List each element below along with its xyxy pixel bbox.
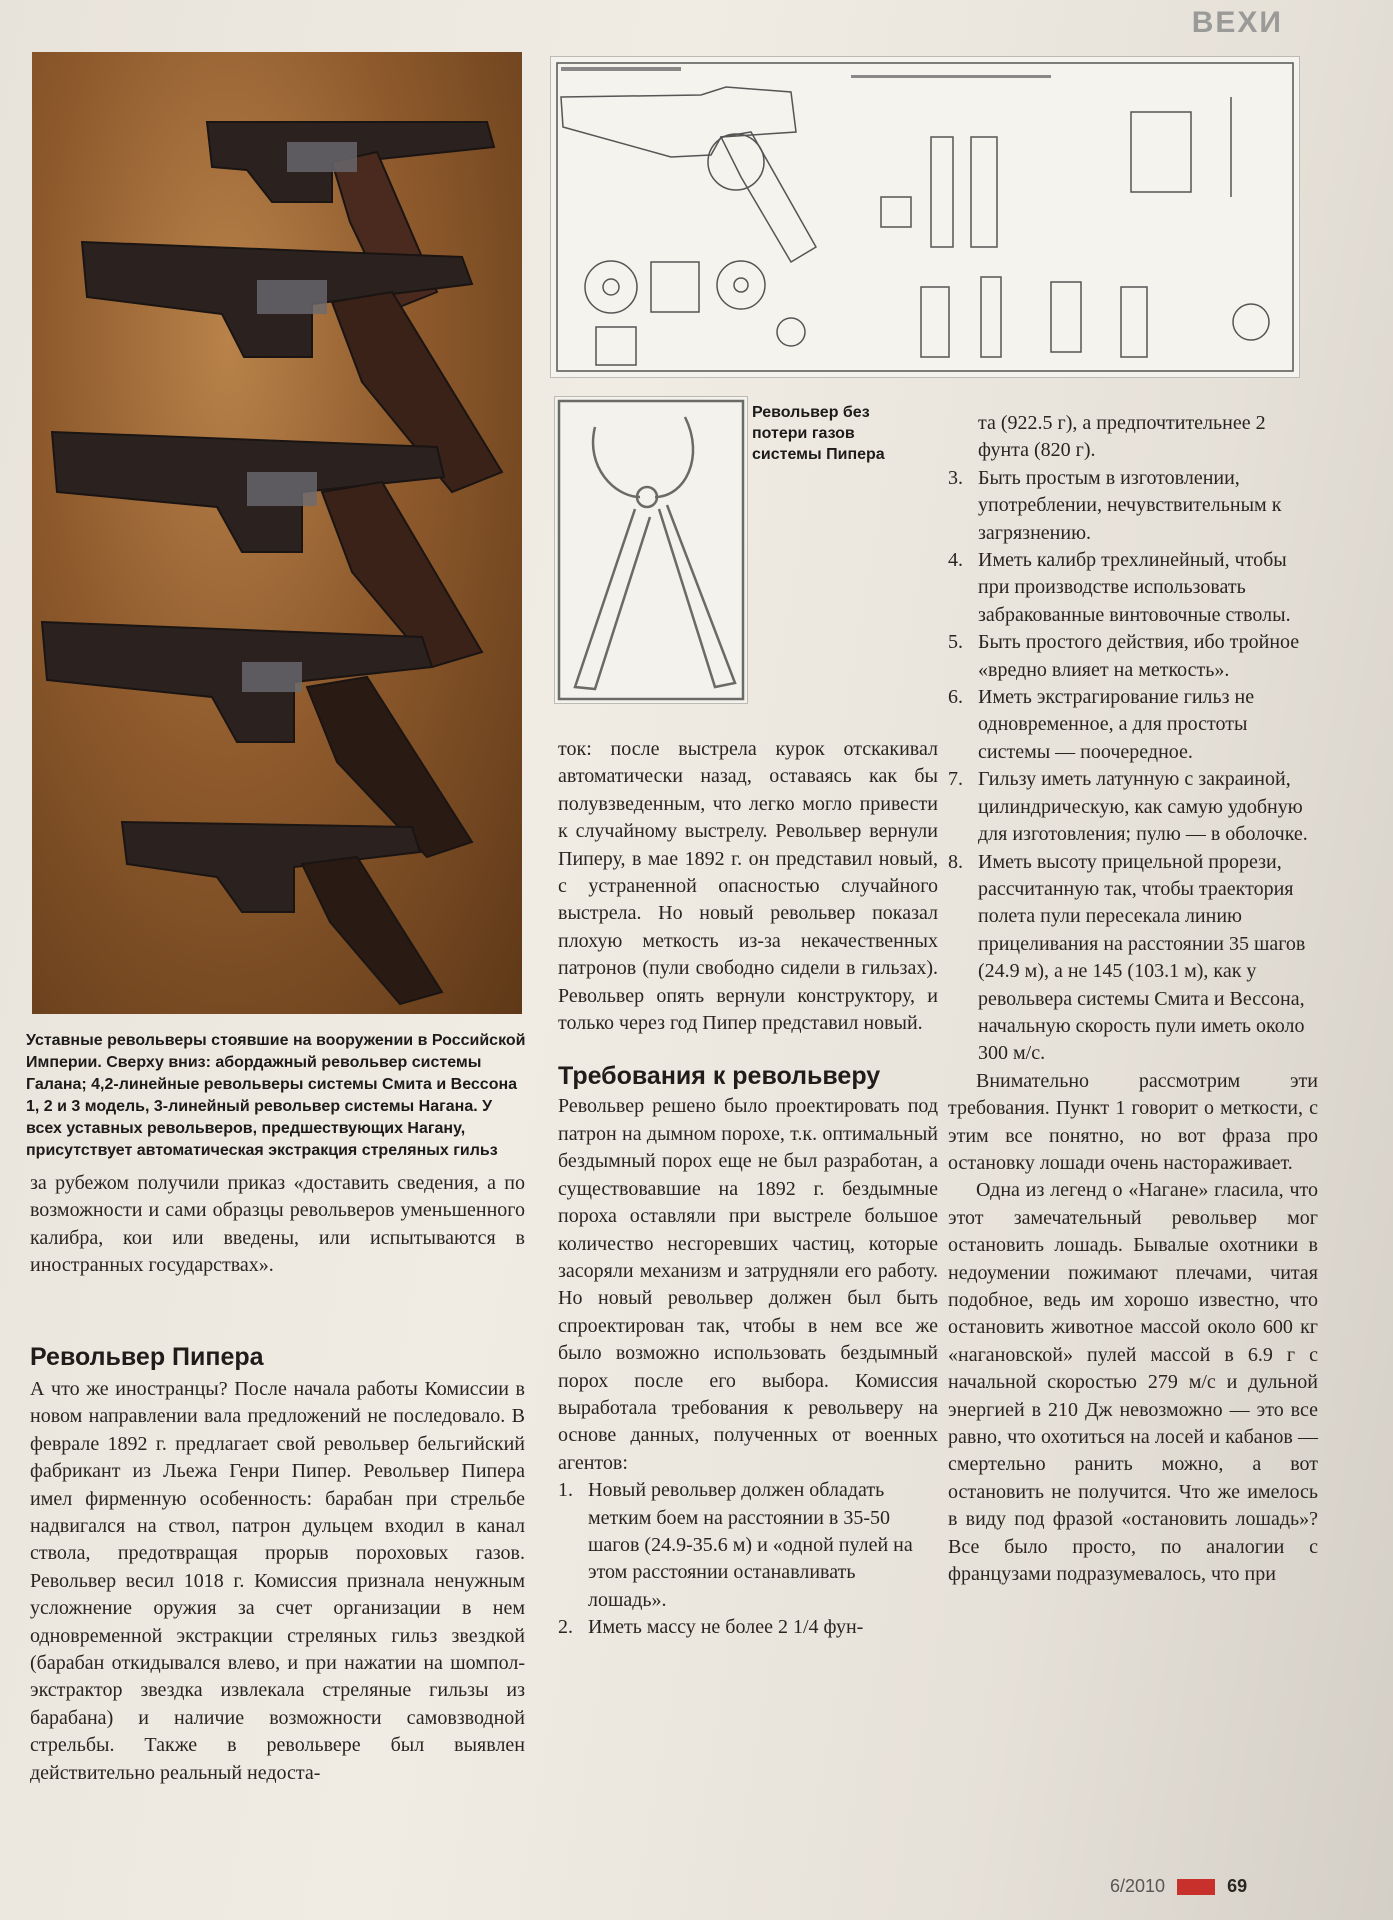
list-item-text: Иметь массу не более 2 1/4 фун- [588, 1616, 864, 1639]
section-header: ВЕХИ [1191, 6, 1283, 39]
col2-continuation: ток: после выстрела курок отскакивал автоматически назад, оставаясь как бы полувзведенным, что легко могло привести к случайному выстрелу. Револьвер вернули Пиперу, в мае 1892 г. он представил новый, с устраненной опасностью случайного выстрела. Но новый револьвер показал плохую меткость из-за некачественных патронов (пули свободно сидели в гильзах). Револьвер опять вернули конструктору, и только через год Пипер представил новый. [558, 738, 938, 1035]
revolvers-photo [32, 52, 522, 1014]
technical-drawing [550, 56, 1300, 378]
list-item-number: 4. [948, 549, 963, 572]
issue-number: 6/2010 [1110, 1876, 1166, 1896]
list-item [558, 1477, 938, 1614]
list-item-number: 1. [558, 1479, 573, 1502]
requirements-list-start [558, 1477, 938, 1641]
list-item-number: 6. [948, 686, 963, 709]
list-item-number: 3. [948, 466, 963, 489]
list-item [558, 1614, 938, 1641]
revolver-blueprint [551, 57, 1299, 377]
col2-body: Револьвер решено было проектировать под патрон на дымном порохе, т.к. оптимальный бездымный порох еще не был разработан, а существовавшие на 1892 г. бездымные пороха оставляли при выстреле большое количество несгоревших частиц, которые засоряли механизм и затрудняли его работу. Но новый револьвер должен был быть спроектирован так, чтобы в нем все же было возможно использовать бездымный порох после его выбора. Комиссия выработала требования к револьверу на основе данных, полученных от военных агентов: [558, 1095, 938, 1474]
col3-continuation: та (922.5 г), а предпочтительнее 2 фунта (820 г). [978, 412, 1266, 462]
text-column-3 [948, 410, 1318, 1588]
col3-paragraph-1: Внимательно рассмотрим эти требования. Пункт 1 говорит о меткости, с этим все понятно, но вот фраза про остановку лошади очень настораживает. [948, 1069, 1318, 1174]
list-item-text: Новый револьвер должен обладать метким боем на расстоянии в 35-50 шагов (24.9-35.6 м) и «одной пулей на этом расстоянии останавливать лошадь». [588, 1479, 913, 1611]
list-item-number: 7. [948, 768, 963, 791]
list-item-number: 2. [558, 1616, 573, 1639]
list-item [948, 684, 1318, 766]
list-item-number: 8. [948, 850, 963, 873]
heading-revolver-requirements: Требования к револьверу [558, 1062, 881, 1091]
list-item-text: Быть простым в изготовлении, употреблении, нечувствительным к загрязнению. [978, 466, 1282, 544]
revolvers-illustration [32, 52, 522, 1014]
list-item [948, 766, 1318, 848]
magazine-logo [1177, 1879, 1215, 1895]
list-item-text: Быть простого действия, ибо тройное «вредно влияет на меткость». [978, 631, 1300, 681]
text-column-2 [558, 736, 938, 1642]
heading-piper-revolver: Револьвер Пипера [30, 1343, 264, 1371]
col1-intro: за рубежом получили приказ «доставить сведения, а по возможности и сами образцы револьверов уменьшенного калибра, кои или введены, или испытываются в иностранных государствах». [30, 1172, 525, 1277]
list-item [948, 465, 1318, 547]
list-item-number: 5. [948, 631, 963, 654]
photo-caption: Уставные револьверы стоявшие на вооружении в Российской Империи. Сверху вниз: абордажный револьвер системы Галана; 4,2-линейные револьверы системы Смита и Вессона 1, 2 и 3 модель, 3-линейный револьвер системы Нагана. У всех уставных револьверов, предшествующих Нагану, присутствует автоматическая экстракция стреляных гильз [26, 1032, 526, 1159]
col1-body: А что же иностранцы? После начала работы Комиссии в новом направлении вала предложений не последовало. В феврале 1892 г. предлагает свой револьвер бельгийский фабрикант из Льежа Генри Пипер. Револьвер Пипера имел фирменную особенность: барабан при стрельбе надвигался на ствол, патрон дульцем входил в канал ствола, предотвращая прорыв пороховых газов. Револьвер весил 1018 г. Комиссия признала ненужным усложнение оружия за счет организации в нем одновременной экстракции стреляных гильз звездкой (барабан откидывался влево, и при нажатии на шомпол-экстрактор звездка извлекала стреляные гильзы из барабана) и наличие возможности самовзводной стрельбы. Также в револьвере был выявлен действительно реальный недоста- [30, 1378, 525, 1784]
drawing-caption: Револьвер без потери газов системы Пипера [752, 404, 885, 463]
requirements-list-continued [948, 465, 1318, 1068]
list-item [948, 849, 1318, 1068]
list-item [948, 547, 1318, 629]
list-item-text: Гильзу иметь латунную с закраиной, цилиндрическую, как самую удобную для изготовления; пулю — в оболочке. [978, 768, 1308, 846]
page-number: 69 [1227, 1876, 1248, 1896]
list-item-text: Иметь высоту прицельной прорези, рассчитанную так, чтобы траектория полета пули пересекала линию прицеливания на расстоянии 35 шагов (24.9 м), а не 145 (103.1 м), как у револьвера системы Смита и Вессона, начальную скорость пули иметь около 300 м/с. [978, 850, 1306, 1065]
list-item [948, 629, 1318, 684]
list-item-text: Иметь экстрагирование гильз не одновременное, а для простоты системы — поочередное. [978, 686, 1255, 763]
col3-paragraph-2: Одна из легенд о «Нагане» гласила, что этот замечательный револьвер мог остановить лошадь. Бывалые охотники в недоумении пожимают плечами, читая подобное, ведь им хорошо известно, что остановить животное массой около 600 кг «нагановской» пулей массой в 6.9 г с начальной скоростью 279 м/с и дульной энергией в 210 Дж невозможно — это все равно, что охотиться на лосей и кабанов — смертельно ранить можно, а вот остановить не получится. Что же имелось в виду под фразой «остановить лошадь»? Все было просто, по аналогии с французами подразумевалось, что при [948, 1179, 1318, 1586]
page-footer [1110, 1876, 1247, 1897]
pliers-illustration [555, 397, 747, 703]
piper-tool-drawing [554, 396, 748, 704]
list-item-text: Иметь калибр трехлинейный, чтобы при производстве использовать забракованные винтовочные стволы. [978, 549, 1291, 626]
